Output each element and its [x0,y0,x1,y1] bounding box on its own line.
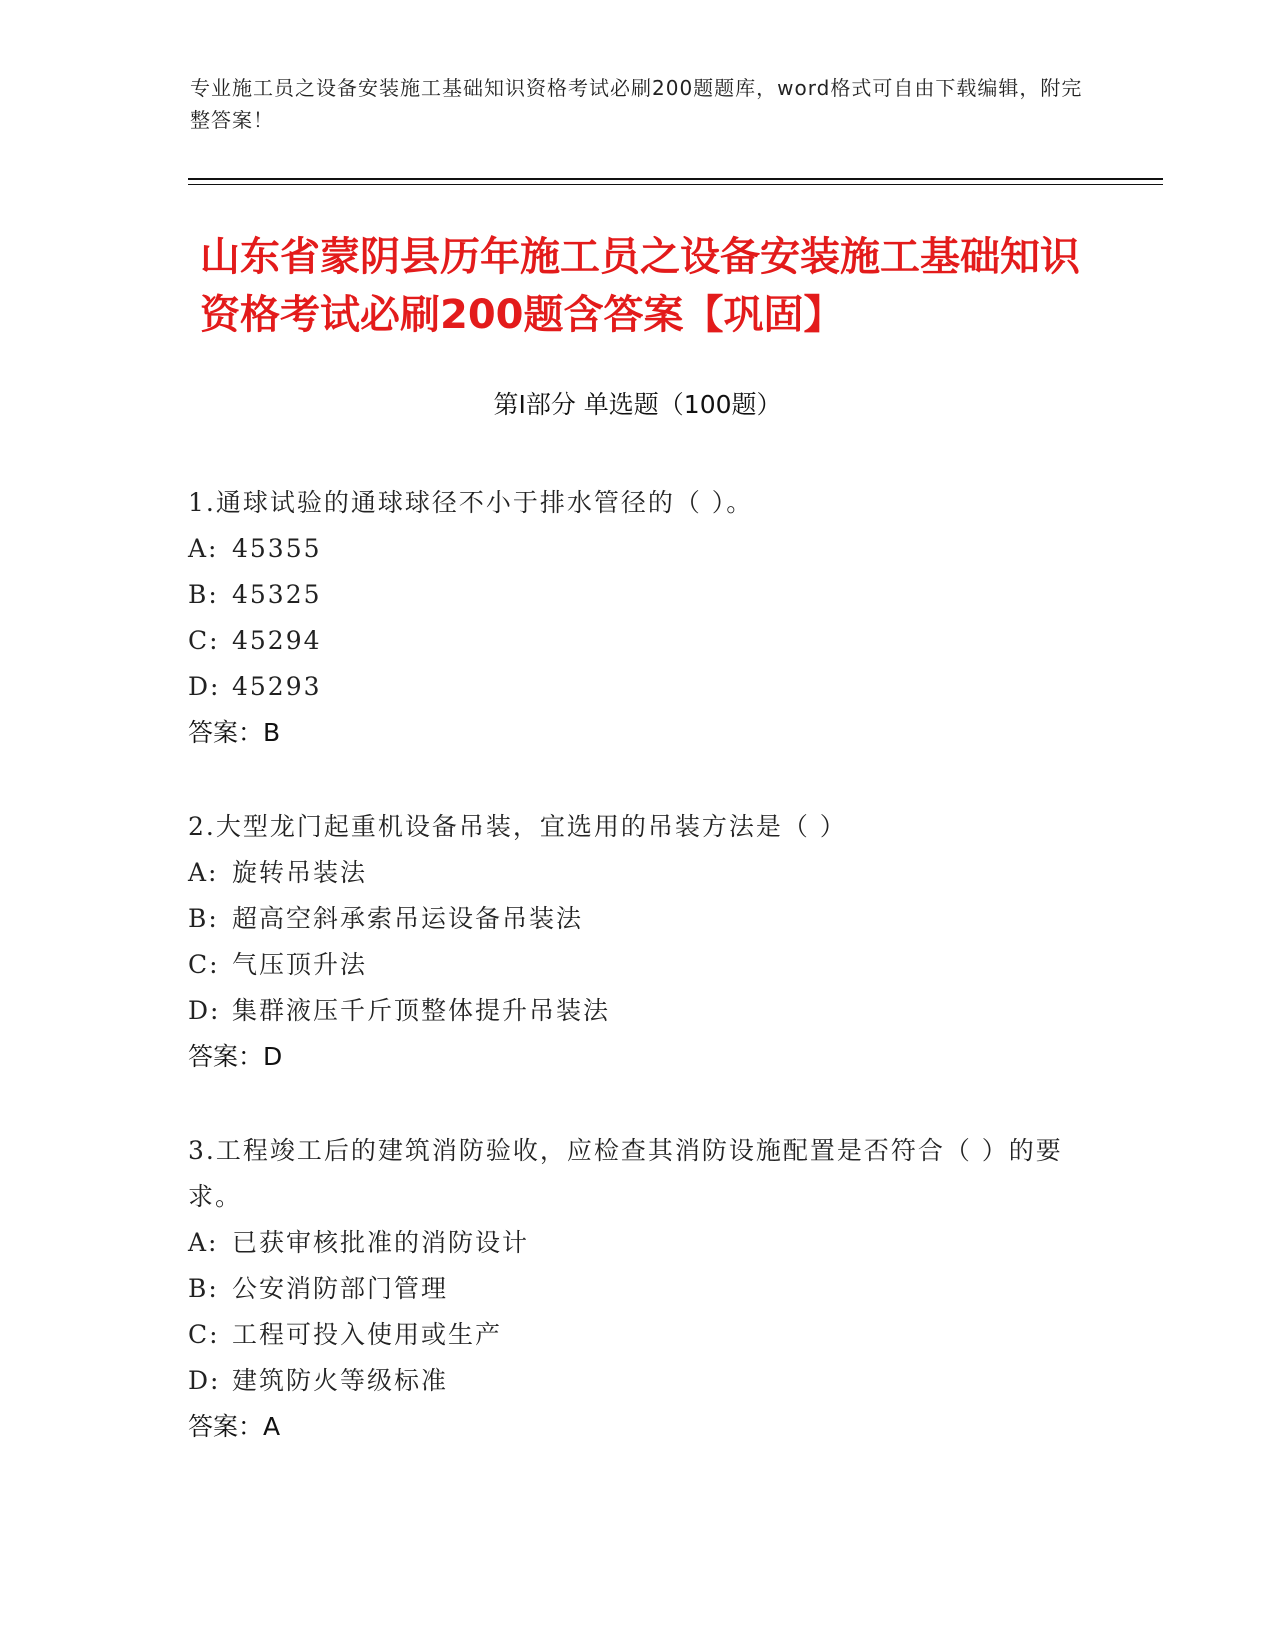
option-text: 超高空斜承索吊运设备吊装法 [232,904,584,933]
question-stem: 3.工程竣工后的建筑消防验收，应检查其消防设施配置是否符合（ ）的要求。 [188,1136,1063,1211]
question-stem: 1.通球试验的通球球径不小于排水管径的（ ）。 [188,488,754,517]
option-c [188,1312,1088,1358]
option-key: A: [188,1228,219,1257]
option-d [188,988,1088,1034]
option-text: 旋转吊装法 [232,858,368,887]
option-b [188,1266,1088,1312]
option-key: B: [188,580,219,609]
option-a [188,850,1088,896]
option-b [188,572,1088,618]
option-text: 45355 [232,534,322,563]
question-item [188,1128,1088,1450]
answer-line: 答案：B [188,718,281,747]
option-key: A: [188,534,219,563]
option-key: C: [188,626,220,655]
option-c [188,942,1088,988]
answer-line: 答案：D [188,1042,283,1071]
option-key: C: [188,1320,220,1349]
header-note: 专业施工员之设备安装施工基础知识资格考试必刷200题题库，word格式可自由下载编辑，附完整答案！ [190,76,1083,132]
document-title: 山东省蒙阴县历年施工员之设备安装施工基础知识资格考试必刷200题含答案【巩固】 [200,234,1080,338]
option-key: B: [188,904,219,933]
option-key: D: [188,1366,221,1395]
option-text: 已获审核批准的消防设计 [232,1228,530,1257]
question-stem: 2.大型龙门起重机设备吊装，宜选用的吊装方法是（ ） [188,812,847,841]
section-title: 第Ⅰ部分 单选题（100题） [493,390,782,419]
option-text: 建筑防火等级标准 [232,1366,449,1395]
option-key: C: [188,950,220,979]
option-b [188,896,1088,942]
option-a [188,526,1088,572]
option-text: 45293 [232,672,322,701]
option-d [188,664,1088,710]
question-item [188,804,1088,1080]
option-c [188,618,1088,664]
option-key: D: [188,996,221,1025]
option-text: 集群液压千斤顶整体提升吊装法 [232,996,611,1025]
option-text: 45325 [232,580,322,609]
option-text: 气压顶升法 [232,950,368,979]
option-key: D: [188,672,221,701]
question-item [188,480,1088,756]
answer-line: 答案：A [188,1412,281,1441]
header-divider-thick [188,178,1163,180]
option-key: A: [188,858,219,887]
option-d [188,1358,1088,1404]
question-list [188,480,1088,1498]
option-key: B: [188,1274,219,1303]
option-text: 工程可投入使用或生产 [232,1320,503,1349]
header-divider-thin [188,184,1163,185]
option-text: 45294 [232,626,322,655]
option-a [188,1220,1088,1266]
option-text: 公安消防部门管理 [232,1274,449,1303]
